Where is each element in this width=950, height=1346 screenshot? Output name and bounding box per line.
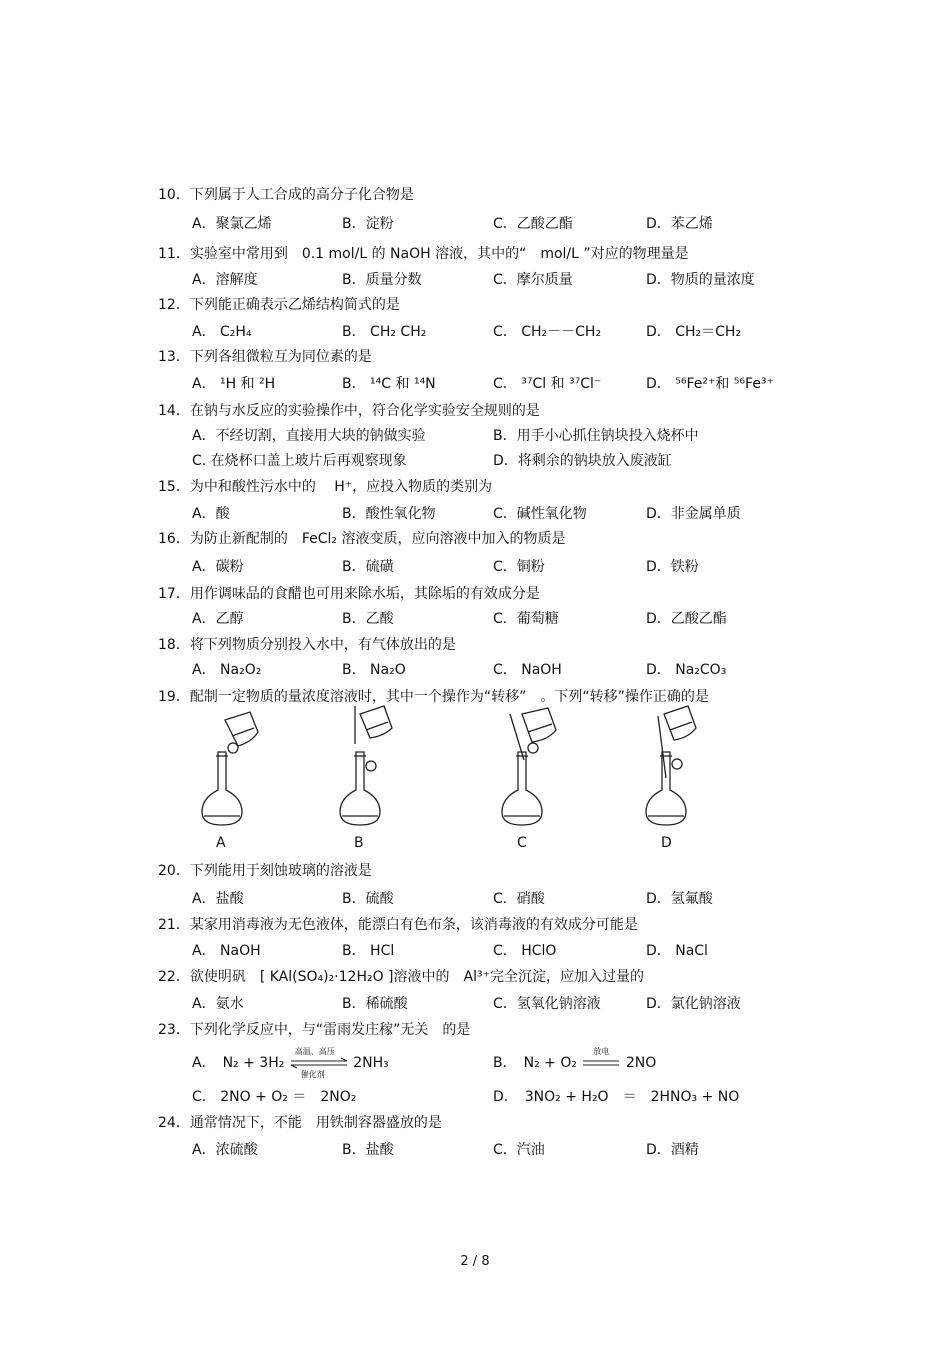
option-b: B． CH₂ CH₂ xyxy=(342,324,427,340)
option-c: C．乙酸乙酯 xyxy=(493,216,573,232)
option-c: C. 2NO + O₂ ＝ 2NO₂ xyxy=(192,1089,357,1105)
flask-b-icon xyxy=(340,706,392,825)
option-c: C．硝酸 xyxy=(493,891,545,907)
volumetric-flask-diagrams xyxy=(180,700,740,830)
option-b: B．质量分数 xyxy=(342,272,422,288)
question-17-options xyxy=(158,608,858,628)
option-b: B．乙酸 xyxy=(342,611,394,627)
option-d: D．酒精 xyxy=(646,1142,699,1158)
option-d: D． CH₂＝CH₂ xyxy=(646,324,742,340)
option-b: B． Na₂O xyxy=(342,662,406,678)
question-11-options xyxy=(158,269,858,289)
figure-label-d: D xyxy=(661,835,672,851)
question-21-options xyxy=(158,940,858,960)
question-11-stem: 11．实验室中常用到 0.1 mol/L 的 NaOH 溶液，其中的“ mol/L ”对应的物理量是 xyxy=(158,246,689,262)
option-d: D． ⁵⁶Fe²⁺和 ⁵⁶Fe³⁺ xyxy=(646,376,774,392)
question-16-options xyxy=(158,556,858,576)
question-23-options-row2 xyxy=(158,1086,858,1106)
question-24-stem: 24．通常情况下，不能 用铁制容器盛放的是 xyxy=(158,1115,442,1131)
option-d: D．苯乙烯 xyxy=(646,216,713,232)
option-b: B．稀硫酸 xyxy=(342,996,408,1012)
question-14-options-row2 xyxy=(158,450,858,470)
question-12-stem: 12．下列能正确表示乙烯结构简式的是 xyxy=(158,297,400,313)
option-a: A．乙醇 xyxy=(192,611,244,627)
question-20-stem: 20．下列能用于刻蚀玻璃的溶液是 xyxy=(158,863,372,879)
question-13-stem: 13．下列各组微粒互为同位素的是 xyxy=(158,349,372,365)
transfer-operation-figure xyxy=(180,700,740,860)
question-21-stem: 21．某家用消毒液为无色液体，能漂白有色布条，该消毒液的有效成分可能是 xyxy=(158,917,638,933)
option-c: C． HClO xyxy=(493,943,557,959)
question-18-options xyxy=(158,659,858,679)
option-b-product: 2NO xyxy=(625,1055,657,1071)
option-a-reactants: A． N₂ + 3H₂ xyxy=(192,1055,285,1071)
option-d: D． 3NO₂ + H₂O ＝ 2HNO₃ + NO xyxy=(493,1089,740,1105)
option-a: A． C₂H₄ xyxy=(192,324,252,340)
question-15-stem: 15．为中和酸性污水中的 H⁺，应投入物质的类别为 xyxy=(158,479,493,495)
option-d: D． NaCl xyxy=(646,943,708,959)
question-20-options xyxy=(158,888,858,908)
reaction-arrow xyxy=(581,1047,621,1070)
option-b: B．用手小心抓住钠块投入烧杯中 xyxy=(493,428,699,444)
option-a: A．酸 xyxy=(192,506,230,522)
option-d: D．乙酸乙酯 xyxy=(646,611,727,627)
option-b: B．酸性氧化物 xyxy=(342,506,436,522)
option-a: A．氨水 xyxy=(192,996,244,1012)
reversible-arrow xyxy=(289,1047,349,1079)
option-a: A．不经切割，直接用大块的钠做实验 xyxy=(192,428,426,444)
option-d: D．将剩余的钠块放入废液缸 xyxy=(493,453,672,469)
flask-a-icon xyxy=(202,712,258,825)
option-c: C．汽油 xyxy=(493,1142,545,1158)
question-19-stem: 19．配制一定物质的量浓度溶液时，其中一个操作为“转移” 。下列“转移”操作正确的是 xyxy=(158,689,709,705)
option-a: A． ¹H 和 ²H xyxy=(192,376,276,392)
page-number: 2 / 8 xyxy=(460,1254,490,1269)
option-d: D．物质的量浓度 xyxy=(646,272,755,288)
option-a-product: 2NH₃ xyxy=(353,1055,389,1071)
option-d: D． Na₂CO₃ xyxy=(646,662,727,678)
option-c: C．氢氧化钠溶液 xyxy=(493,996,601,1012)
condition-bottom: 催化剂 xyxy=(300,1070,325,1079)
option-a: A．溶解度 xyxy=(192,272,258,288)
flask-d-icon xyxy=(646,706,696,825)
option-a: A．盐酸 xyxy=(192,891,244,907)
question-10-options xyxy=(158,213,858,233)
equilibrium-arrow-icon xyxy=(289,1056,349,1070)
question-15-options xyxy=(158,503,858,523)
option-a: A．浓硫酸 xyxy=(192,1142,258,1158)
option-b: B．盐酸 xyxy=(342,1142,394,1158)
question-13-options xyxy=(158,373,858,393)
question-22-stem: 22．欲使明矾 [ KAl(SO₄)₂·12H₂O ]溶液中的 Al³⁺完全沉淀，应加入过量的 xyxy=(158,969,644,985)
figure-label-c: C xyxy=(517,835,527,851)
question-10-stem: 10．下列属于人工合成的高分子化合物是 xyxy=(158,187,414,203)
option-a: A． Na₂O₂ xyxy=(192,662,262,678)
question-17-stem: 17．用作调味品的食醋也可用来除水垢，其除垢的有效成分是 xyxy=(158,586,540,602)
option-b: B． HCl xyxy=(342,943,395,959)
option-c: C．碱性氧化物 xyxy=(493,506,587,522)
question-14-options-row1 xyxy=(158,425,858,445)
question-18-stem: 18．将下列物质分别投入水中，有气体放出的是 xyxy=(158,637,456,653)
option-b: B．硫磺 xyxy=(342,559,394,575)
question-22-options xyxy=(158,993,858,1013)
option-b xyxy=(493,1047,657,1072)
option-c: C. 在烧杯口盖上玻片后再观察现象 xyxy=(192,453,407,469)
option-d: D．氢氟酸 xyxy=(646,891,713,907)
option-a: A．碳粉 xyxy=(192,559,244,575)
option-a: A． NaOH xyxy=(192,943,261,959)
question-23-stem: 23．下列化学反应中，与“雷雨发庄稼”无关 的是 xyxy=(158,1022,471,1038)
condition-top: 高温、高压 xyxy=(294,1047,335,1056)
option-b: B． ¹⁴C 和 ¹⁴N xyxy=(342,376,436,392)
option-c: C． NaOH xyxy=(493,662,562,678)
equals-arrow-icon xyxy=(581,1056,621,1070)
option-d: D．非金属单质 xyxy=(646,506,741,522)
question-16-stem: 16．为防止新配制的 FeCl₂ 溶液变质，应向溶液中加入的物质是 xyxy=(158,531,566,547)
option-c: C． ³⁷Cl 和 ³⁷Cl⁻ xyxy=(493,376,602,392)
option-c: C．摩尔质量 xyxy=(493,272,573,288)
question-14-stem: 14．在钠与水反应的实验操作中，符合化学实验安全规则的是 xyxy=(158,403,540,419)
option-b: B．淀粉 xyxy=(342,216,394,232)
option-a xyxy=(192,1047,389,1079)
option-d: D．氯化钠溶液 xyxy=(646,996,741,1012)
figure-label-b: B xyxy=(354,835,364,851)
option-c: C．葡萄糖 xyxy=(493,611,559,627)
option-b: B．硫酸 xyxy=(342,891,394,907)
option-c: C．铜粉 xyxy=(493,559,545,575)
option-a: A．聚氯乙烯 xyxy=(192,216,272,232)
question-24-options xyxy=(158,1139,858,1159)
option-b-reactants: B． N₂ + O₂ xyxy=(493,1055,577,1071)
option-d: D．铁粉 xyxy=(646,559,699,575)
question-23-options-row1 xyxy=(158,1047,858,1079)
question-12-options xyxy=(158,321,858,341)
figure-label-a: A xyxy=(216,835,226,851)
flask-c-icon xyxy=(502,708,556,825)
condition-top: 放电 xyxy=(593,1047,610,1056)
option-c: C． CH₂－－CH₂ xyxy=(493,324,602,340)
